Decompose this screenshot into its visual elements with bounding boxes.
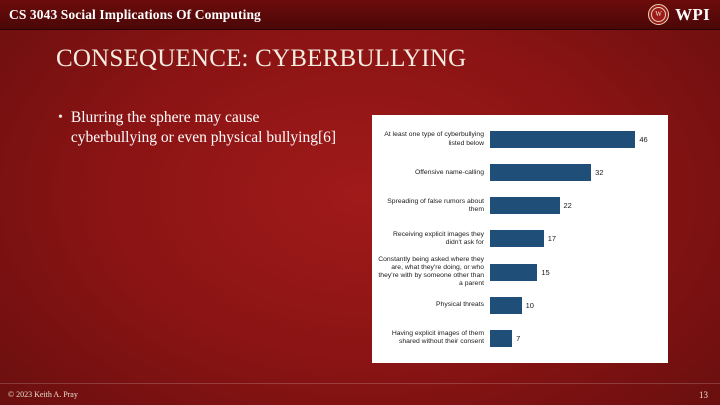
chart-bar-row: [378, 159, 658, 187]
chart-bar-area: [490, 197, 658, 214]
chart-bar-area: [490, 330, 658, 347]
seal-letter: W: [655, 10, 662, 18]
chart-bar-row: [378, 126, 658, 154]
chart-bar-value: 15: [541, 267, 550, 277]
chart-category-label: At least one type of cyberbullying listed below: [384, 131, 484, 147]
chart-category-label: Physical threats: [436, 301, 484, 309]
chart-bar-area: [490, 297, 658, 314]
chart-bar: [490, 330, 512, 347]
copyright-text: © 2023 Keith A. Pray: [8, 390, 78, 399]
bullet-list: [58, 108, 348, 148]
chart-bar: [490, 197, 560, 214]
course-title: CS 3043 Social Implications Of Computing: [9, 6, 261, 22]
chart-bar-value: 32: [595, 168, 604, 178]
cyberbullying-bar-chart: [372, 115, 668, 363]
chart-bar: [490, 264, 537, 281]
chart-bar: [490, 230, 544, 247]
wpi-seal-icon: [648, 4, 669, 25]
page-number: 13: [699, 389, 708, 400]
page-title: CONSEQUENCE: CYBERBULLYING: [56, 45, 467, 72]
chart-bar-row: [378, 192, 658, 220]
chart-bar: [490, 131, 635, 148]
chart-bar-area: [490, 164, 658, 181]
chart-category-label: Constantly being asked where they are, what they're doing, or who they're with by someone other than a parent: [378, 255, 484, 288]
chart-rows: [378, 123, 658, 355]
brand: [648, 4, 720, 25]
chart-bar-row: [378, 291, 658, 319]
brand-name: WPI: [675, 4, 710, 24]
list-item: [58, 108, 348, 148]
slide-header: [0, 0, 720, 30]
chart-category-label: Offensive name-calling: [414, 168, 484, 176]
chart-bar-area: [490, 264, 658, 281]
chart-category-label: Receiving explicit images they didn't ask for: [392, 230, 484, 246]
chart-bar-value: 46: [639, 135, 648, 145]
chart-bar-value: 10: [525, 300, 534, 310]
chart-bar-value: 7: [516, 333, 521, 343]
chart-bar: [490, 297, 522, 314]
chart-bar-value: 22: [563, 201, 572, 211]
chart-bar-row: [378, 255, 658, 288]
chart-bar-value: 17: [547, 234, 557, 244]
chart-bar: [490, 164, 591, 181]
chart-category-label: Spreading of false rumors about them: [387, 197, 484, 213]
chart-category-label: Having explicit images of them shared without their consent: [391, 330, 484, 346]
chart-bar-area: [490, 230, 658, 247]
chart-bar-area: [490, 131, 658, 148]
bullet-text: Blurring the sphere may cause cyberbullying or even physical bullying[6]: [70, 109, 337, 146]
chart-bar-row: [378, 225, 658, 253]
bullet-marker-icon: •: [58, 110, 63, 125]
slide-footer: [0, 383, 720, 405]
chart-bar-row: [378, 324, 658, 352]
